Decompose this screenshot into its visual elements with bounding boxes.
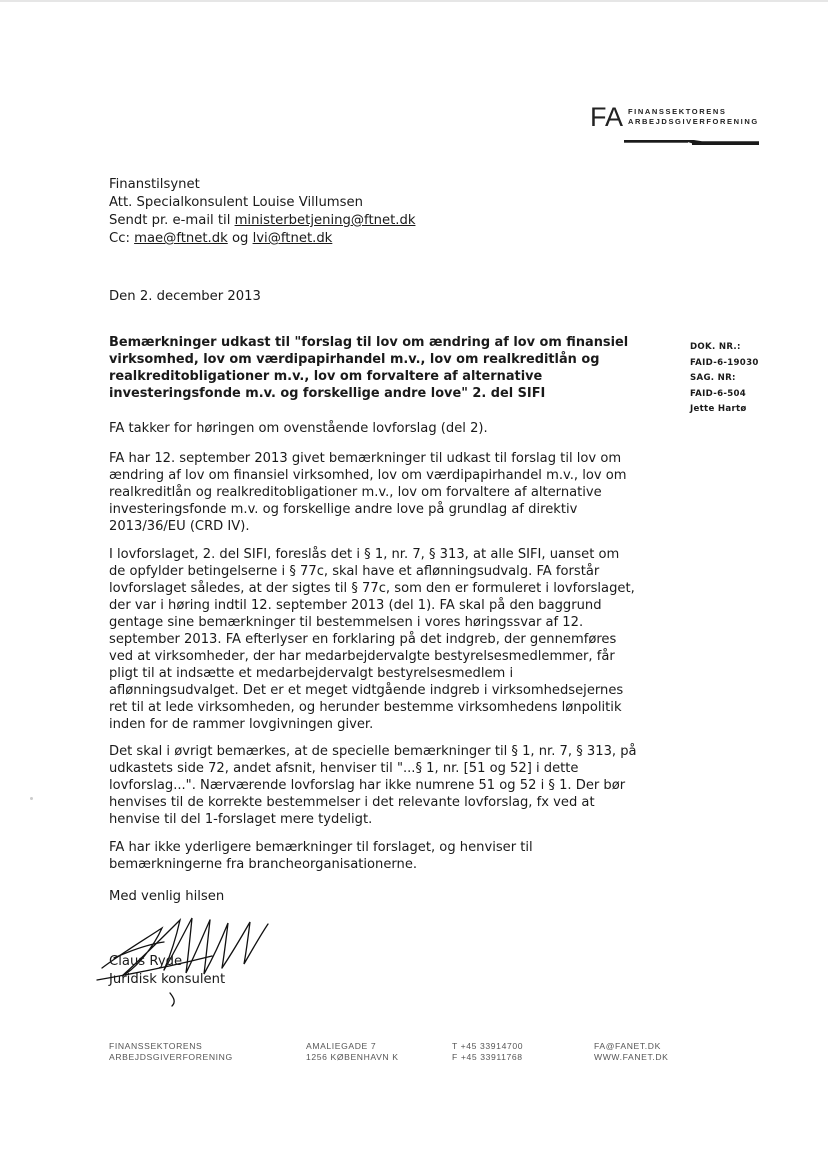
fa-logo-mark: FA	[590, 102, 624, 132]
body-paragraph-4: Det skal i øvrigt bemærkes, at de specielle bemærkninger til § 1, nr. 7, § 313, på udkastets side 72, andet afsnit, henviser til "...§ 1, nr. [51 og 52] i dette lovforslag...". Nærværende lovforslag har ikke numrene 51 og 52 i § 1. Der bør henvises til de korrekte bestemmelser i det relevante lovforslag, fx ved at henvise til del 1-forslaget mere tydeligt.	[109, 744, 637, 827]
recipient-cc-line	[109, 230, 415, 248]
scan-top-edge	[0, 0, 828, 2]
footer-phone: T +45 33914700	[452, 1041, 524, 1051]
case-person: Jette Hartø	[690, 404, 747, 414]
footer-web[interactable]: WWW.FANET.DK	[594, 1052, 669, 1062]
body-paragraph-5: FA har ikke yderligere bemærkninger til forslaget, og henviser til bemærkningerne fra brancheorganisationerne.	[109, 840, 533, 872]
sent-email-link[interactable]: ministerbetjening@ftnet.dk	[234, 213, 416, 228]
logo-text-line2: ARBEJDSGIVERFORENING	[628, 117, 759, 126]
footer-email[interactable]: FA@FANET.DK	[594, 1041, 661, 1051]
sag-label: SAG. NR:	[690, 373, 736, 383]
cc-email-link-1[interactable]: mae@ftnet.dk	[134, 231, 228, 246]
footer-address: AMALIEGADE 7 1256 KØBENHAVN K	[306, 1041, 399, 1062]
footer-fax: F +45 33911768	[452, 1052, 523, 1062]
signer-name: Claus Ryde	[109, 954, 183, 969]
body-paragraph-2: FA har 12. september 2013 givet bemærkninger til udkast til forslag til lov om ændring af lov om finansiel virksomhed, lov om værdipapirhandel m.v., lov om realkreditlån og realkreditobligationer m.v., lov om forvaltere af alternative investeringsfonde m.v. og forskellige andre love på grundlag af direktiv 2013/36/EU (CRD IV).	[109, 451, 627, 534]
recipient-sent-line	[109, 212, 415, 230]
logo-bar-graphic	[624, 140, 759, 146]
scan-speck	[30, 797, 33, 800]
cc-joiner: og	[227, 231, 253, 246]
letter-subject: Bemærkninger udkast til "forslag til lov om ændring af lov om finansiel virksomhed, lov om værdipapirhandel m.v., lov om realkreditlån og realkreditobligationer m.v., lov om forvaltere af alternative investeringsfonde m.v. og forskellige andre love" 2. del SIFI	[109, 335, 629, 401]
letter-date: Den 2. december 2013	[109, 289, 261, 304]
signer-block	[109, 953, 225, 989]
cc-prefix: Cc:	[109, 231, 135, 246]
footer-phone-fax	[452, 1041, 523, 1063]
logo-text-line1: FINANSSEKTORENS	[628, 107, 727, 116]
dok-value: FAID-6-19030	[690, 357, 759, 368]
footer-org: FINANSSEKTORENS ARBEJDSGIVERFORENING	[109, 1041, 233, 1062]
cc-email-link-2[interactable]: lvi@ftnet.dk	[252, 231, 333, 246]
closing-greeting: Med venlig hilsen	[109, 889, 225, 904]
recipient-block	[109, 176, 415, 248]
sent-prefix: Sendt pr. e-mail til	[109, 213, 235, 228]
recipient-org: Finanstilsynet	[109, 177, 200, 192]
sag-value: FAID-6-504	[690, 388, 747, 399]
reference-info	[690, 340, 759, 418]
signer-title: Juridisk konsulent	[109, 972, 226, 987]
body-paragraph-1: FA takker for høringen om ovenstående lovforslag (del 2).	[109, 421, 488, 436]
body-paragraph-3: I lovforslaget, 2. del SIFI, foreslås det i § 1, nr. 7, § 313, at alle SIFI, uanset om de opfylder betingelserne i § 77c, skal have et aflønningsudvalg. FA forstår lovforslaget således, at der sigtes til § 77c, som den er formuleret i lovforslaget, der var i høring indtil 12. september 2013 (del 1). FA skal på den baggrund gentage sine bemærkninger til bestemmelsen i vores høringssvar af 12. september 2013. FA efterlyser en forklaring på det indgreb, der gennemføres ved at virksomheder, der har medarbejdervalgte bestyrelsesmedlemmer, får pligt til at indsætte et medarbejdervalgt bestyrelsesmedlem i aflønningsudvalget. Det er et meget vidtgående indgreb i virksomhedsejernes ret til at lede virksomheden, og herunder bestemme virksomhedens lønpolitik inden for de rammer lovgivningen giver.	[109, 547, 635, 732]
footer-contact	[594, 1041, 669, 1063]
dok-label: DOK. NR.:	[690, 342, 741, 352]
recipient-att: Att. Specialkonsulent Louise Villumsen	[109, 195, 363, 210]
